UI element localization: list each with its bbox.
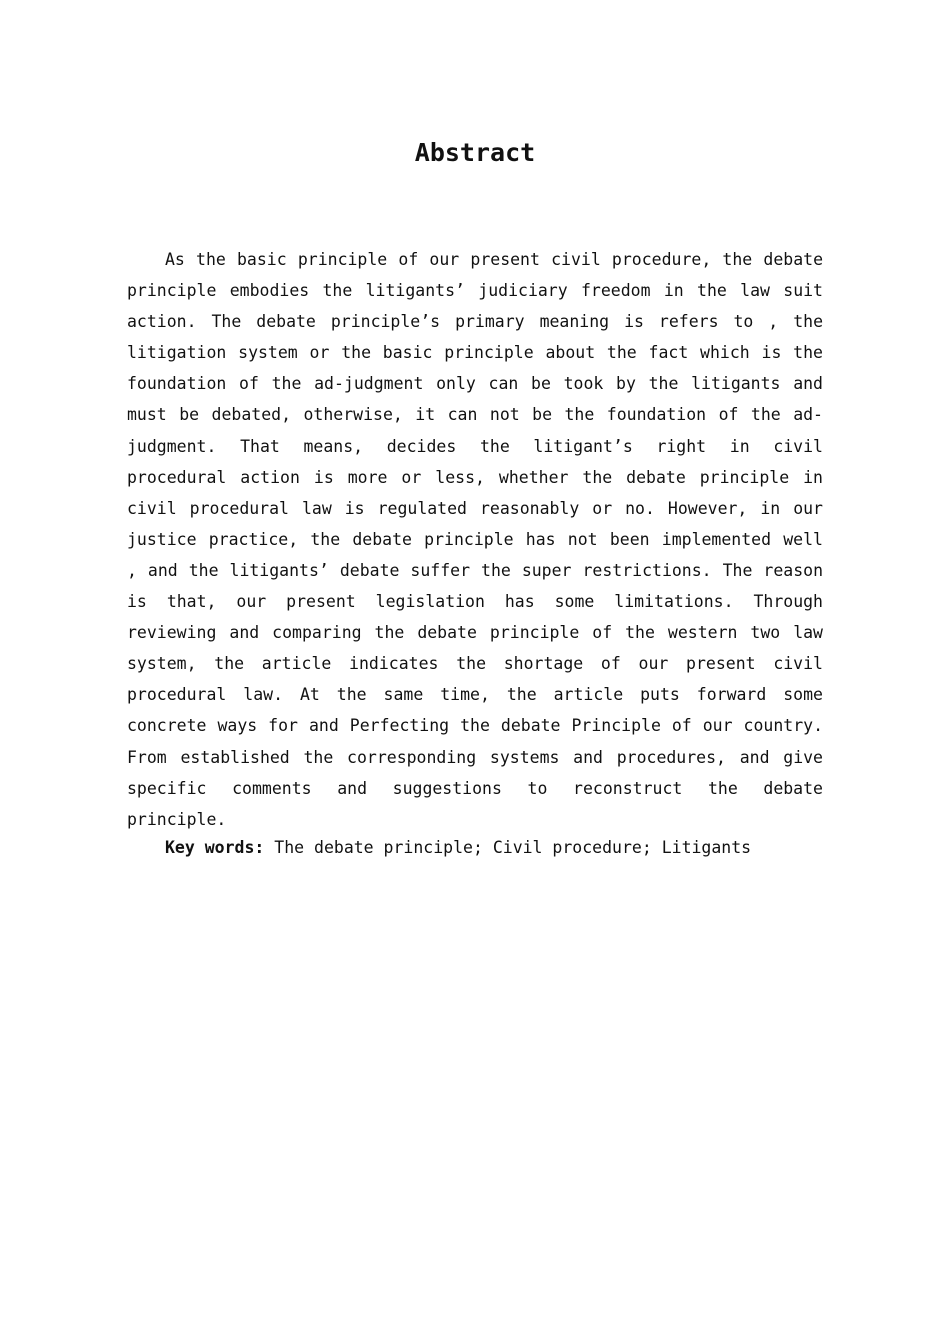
abstract-paragraph: As the basic principle of our present civil procedure, the debate principle embodies the litigants’ judiciary freedom in the law suit action. The debate principle’s primary meaning is refers to , the litigation system or the basic principle about the fact which is the foundation of the ad-judgment only can be took by the litigants and must be debated, otherwise, it can not be the foundation of the ad-judgment. That means, decides the litigant’s right in civil procedural action is more or less, whether the debate principle in civil procedural law is regulated reasonably or no. However, in our justice practice, the debate principle has not been implemented well , and the litigants’ debate suffer the super restrictions. The reason is that, our present legislation has some limitations. Through reviewing and comparing the debate principle of the western two law system, the article indicates the shortage of our present civil procedural law. At the same time, the article puts forward some concrete ways for and Perfecting the debate Principle of our country. From established the corresponding systems and procedures, and give specific comments and suggestions to reconstruct the debate principle.: [127, 250, 823, 829]
keywords-value: The debate principle; Civil procedure; Litigants: [274, 838, 752, 857]
keywords-label: Key words:: [165, 838, 265, 857]
keywords-line: [165, 832, 823, 863]
page-title: Abstract: [414, 138, 536, 167]
